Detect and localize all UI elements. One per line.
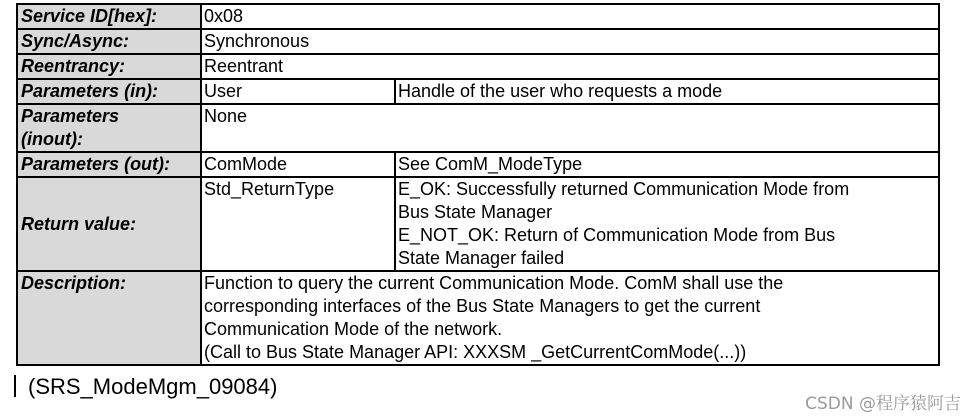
api-spec-table [16, 3, 940, 366]
row-parameters-inout [17, 104, 939, 152]
watermark: CSDN @程序猿阿吉 [805, 394, 961, 414]
requirement-id: (SRS_ModeMgm_09084) [28, 374, 278, 399]
description-text [201, 271, 939, 365]
return-value-line: E_NOT_OK: Return of Communication Mode from Bus [398, 225, 836, 245]
parameters-out-desc: See ComM_ModeType [395, 152, 939, 177]
parameters-inout-label [17, 104, 201, 152]
row-sync-async [17, 29, 939, 54]
description-line: Function to query the current Communication Mode. ComM shall use the [204, 273, 784, 293]
parameters-out-label: Parameters (out): [17, 152, 201, 177]
parameters-in-desc: Handle of the user who requests a mode [395, 79, 939, 104]
row-parameters-in [17, 79, 939, 104]
service-id-value: 0x08 [201, 4, 939, 29]
row-service-id [17, 4, 939, 29]
parameters-in-label: Parameters (in): [17, 79, 201, 104]
description-line: (Call to Bus State Manager API: XXXSM _GetCurrentComMode(...)) [204, 342, 747, 362]
row-return-value [17, 177, 939, 271]
description-label: Description: [17, 271, 201, 365]
return-value-line: Bus State Manager [398, 202, 553, 222]
description-line: Communication Mode of the network. [204, 319, 503, 339]
return-value-type: Std_ReturnType [201, 177, 395, 271]
return-value-desc [395, 177, 939, 271]
row-reentrancy [17, 54, 939, 79]
parameters-inout-value: None [201, 104, 939, 152]
reentrancy-value: Reentrant [201, 54, 939, 79]
sync-async-value: Synchronous [201, 29, 939, 54]
requirement-footer [14, 374, 277, 400]
revision-bar [14, 375, 16, 397]
service-id-label: Service ID[hex]: [17, 4, 201, 29]
parameters-inout-label-line1: Parameters [21, 106, 120, 126]
description-line: corresponding interfaces of the Bus State Managers to get the current [204, 296, 761, 316]
parameters-out-name: ComMode [201, 152, 395, 177]
return-value-line: E_OK: Successfully returned Communication Mode from [398, 179, 850, 199]
row-description [17, 271, 939, 365]
sync-async-label: Sync/Async: [17, 29, 201, 54]
row-parameters-out [17, 152, 939, 177]
parameters-in-name: User [201, 79, 395, 104]
parameters-inout-label-line2: (inout): [21, 129, 83, 149]
return-value-label: Return value: [17, 177, 201, 271]
reentrancy-label: Reentrancy: [17, 54, 201, 79]
return-value-line: State Manager failed [398, 248, 565, 268]
